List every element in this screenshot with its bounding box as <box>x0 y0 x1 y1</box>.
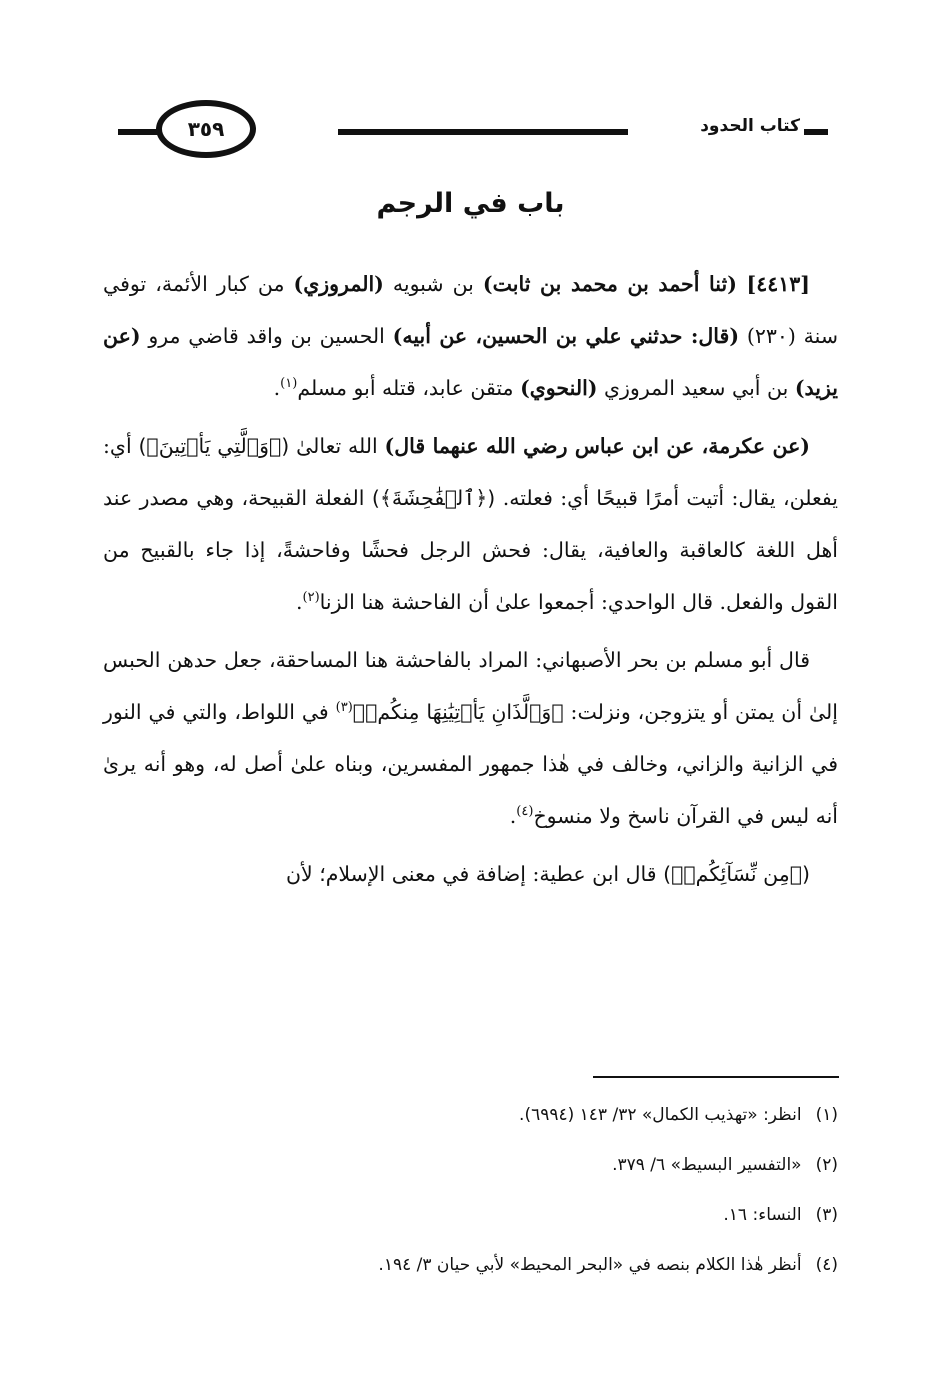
text-run: قال أبو مسلم بن بحر الأصبهاني: المراد بالفاحشة هنا المساحقة، جعل حدهن الحبس إلىٰ أن يمتن أو يتزوجن، ونزلت: <box>103 648 838 724</box>
text-run: الفعلة القبيحة، وهي مصدر عند أهل اللغة كالعاقبة والعافية، يقال: فحش الرجل فحشًا وفاحشةً، إذا جاء بالقبيح من القول والفعل. قال الواحدي: أجمعوا علىٰ أن الفاحشة هنا الزنا <box>103 486 838 614</box>
quran-quote: ﴿وَٱلَّذَانِ يَأۡتِيَٰنِهَا مِنكُمۡ﴾ <box>352 700 564 724</box>
text-run: بن شبويه <box>383 272 483 296</box>
footnote-text: النساء: ١٦. <box>723 1205 802 1225</box>
paragraph <box>103 848 838 900</box>
footnote-reference: (٣) <box>335 700 353 716</box>
text-run: الحسين بن واقد قاضي مرو <box>140 324 393 348</box>
footnote-reference: (١) <box>280 376 298 392</box>
header-rule-middle <box>338 129 628 135</box>
paragraph <box>103 258 838 414</box>
paragraph <box>103 634 838 842</box>
text-run: في اللواط، والتي في النور في الزانية والزاني، وخالف في هٰذا جمهور المفسرين، وبناه علىٰ أصل له، وهو أنه يرىٰ أنه ليس في القرآن ناسخ ولا منسوخ <box>103 700 838 828</box>
bold-text: (عن عكرمة، عن ابن عباس رضي الله عنهما قال) <box>384 434 810 458</box>
text-run: . <box>295 590 303 614</box>
text-run: . <box>273 376 281 400</box>
text-run: من كبار الأئمة، توفي سنة (٢٣٠) <box>103 272 839 348</box>
bold-text: (عن يزيد) <box>103 324 838 400</box>
text-run: قال ابن عطية: إضافة في معنى الإسلام؛ لأن <box>285 862 664 886</box>
bold-text: (المروزي) <box>293 272 384 296</box>
running-header <box>118 100 828 164</box>
main-text <box>103 258 838 906</box>
footnote-number: (١) <box>815 1105 838 1125</box>
quran-quote: (﴿ٱلۡفَٰحِشَةَ﴾) <box>371 486 496 510</box>
footnotes <box>103 1090 838 1290</box>
footnote-reference: (٢) <box>302 590 320 606</box>
footnote-number: (٢) <box>815 1155 838 1175</box>
bold-text: (النحوي) <box>520 376 598 400</box>
chapter-title: باب في الرجم <box>376 188 565 219</box>
footnote-number: (٤) <box>815 1255 838 1275</box>
page-number: ٣٥٩ <box>156 100 256 158</box>
header-rule-left <box>118 129 160 135</box>
footnote-text: انظر: «تهذيب الكمال» ٣٢/ ١٤٣ (٦٩٩٤). <box>519 1105 802 1125</box>
quran-quote: (﴿وَٱلَّتِي يَأۡتِينَ﴾) <box>138 434 290 458</box>
header-rule-right <box>804 129 828 135</box>
footnote-text: «التفسير البسيط» ٦/ ٣٧٩. <box>612 1155 802 1175</box>
text-run: أي: يفعلن، يقال: أتيت أمرًا قبيحًا أي: فعلته. <box>103 434 838 510</box>
book-title: كتاب الحدود <box>700 116 800 136</box>
quran-quote: (﴿مِن نِّسَآئِكُمۡ﴾) <box>663 862 810 886</box>
footnote-text: أنظر هٰذا الكلام بنصه في «البحر المحيط» لأبي حيان ٣/ ١٩٤. <box>378 1255 802 1275</box>
footnote <box>103 1140 838 1190</box>
footnote-separator <box>593 1076 839 1078</box>
footnote-reference: (٤) <box>516 804 534 820</box>
paragraph <box>103 420 838 628</box>
text-run: . <box>509 804 517 828</box>
footnote <box>103 1240 838 1290</box>
footnote-number: (٣) <box>815 1205 838 1225</box>
footnote <box>103 1190 838 1240</box>
bold-text: (قال: حدثني علي بن الحسين، عن أبيه) <box>392 324 740 348</box>
text-run: الله تعالىٰ <box>289 434 385 458</box>
bold-text: [٤٤١٣] (ثنا أحمد بن محمد بن ثابت) <box>482 272 810 296</box>
text-run: بن أبي سعيد المروزي <box>597 376 795 400</box>
text-run: متقن عابد، قتله أبو مسلم <box>297 376 521 400</box>
footnote <box>103 1090 838 1140</box>
